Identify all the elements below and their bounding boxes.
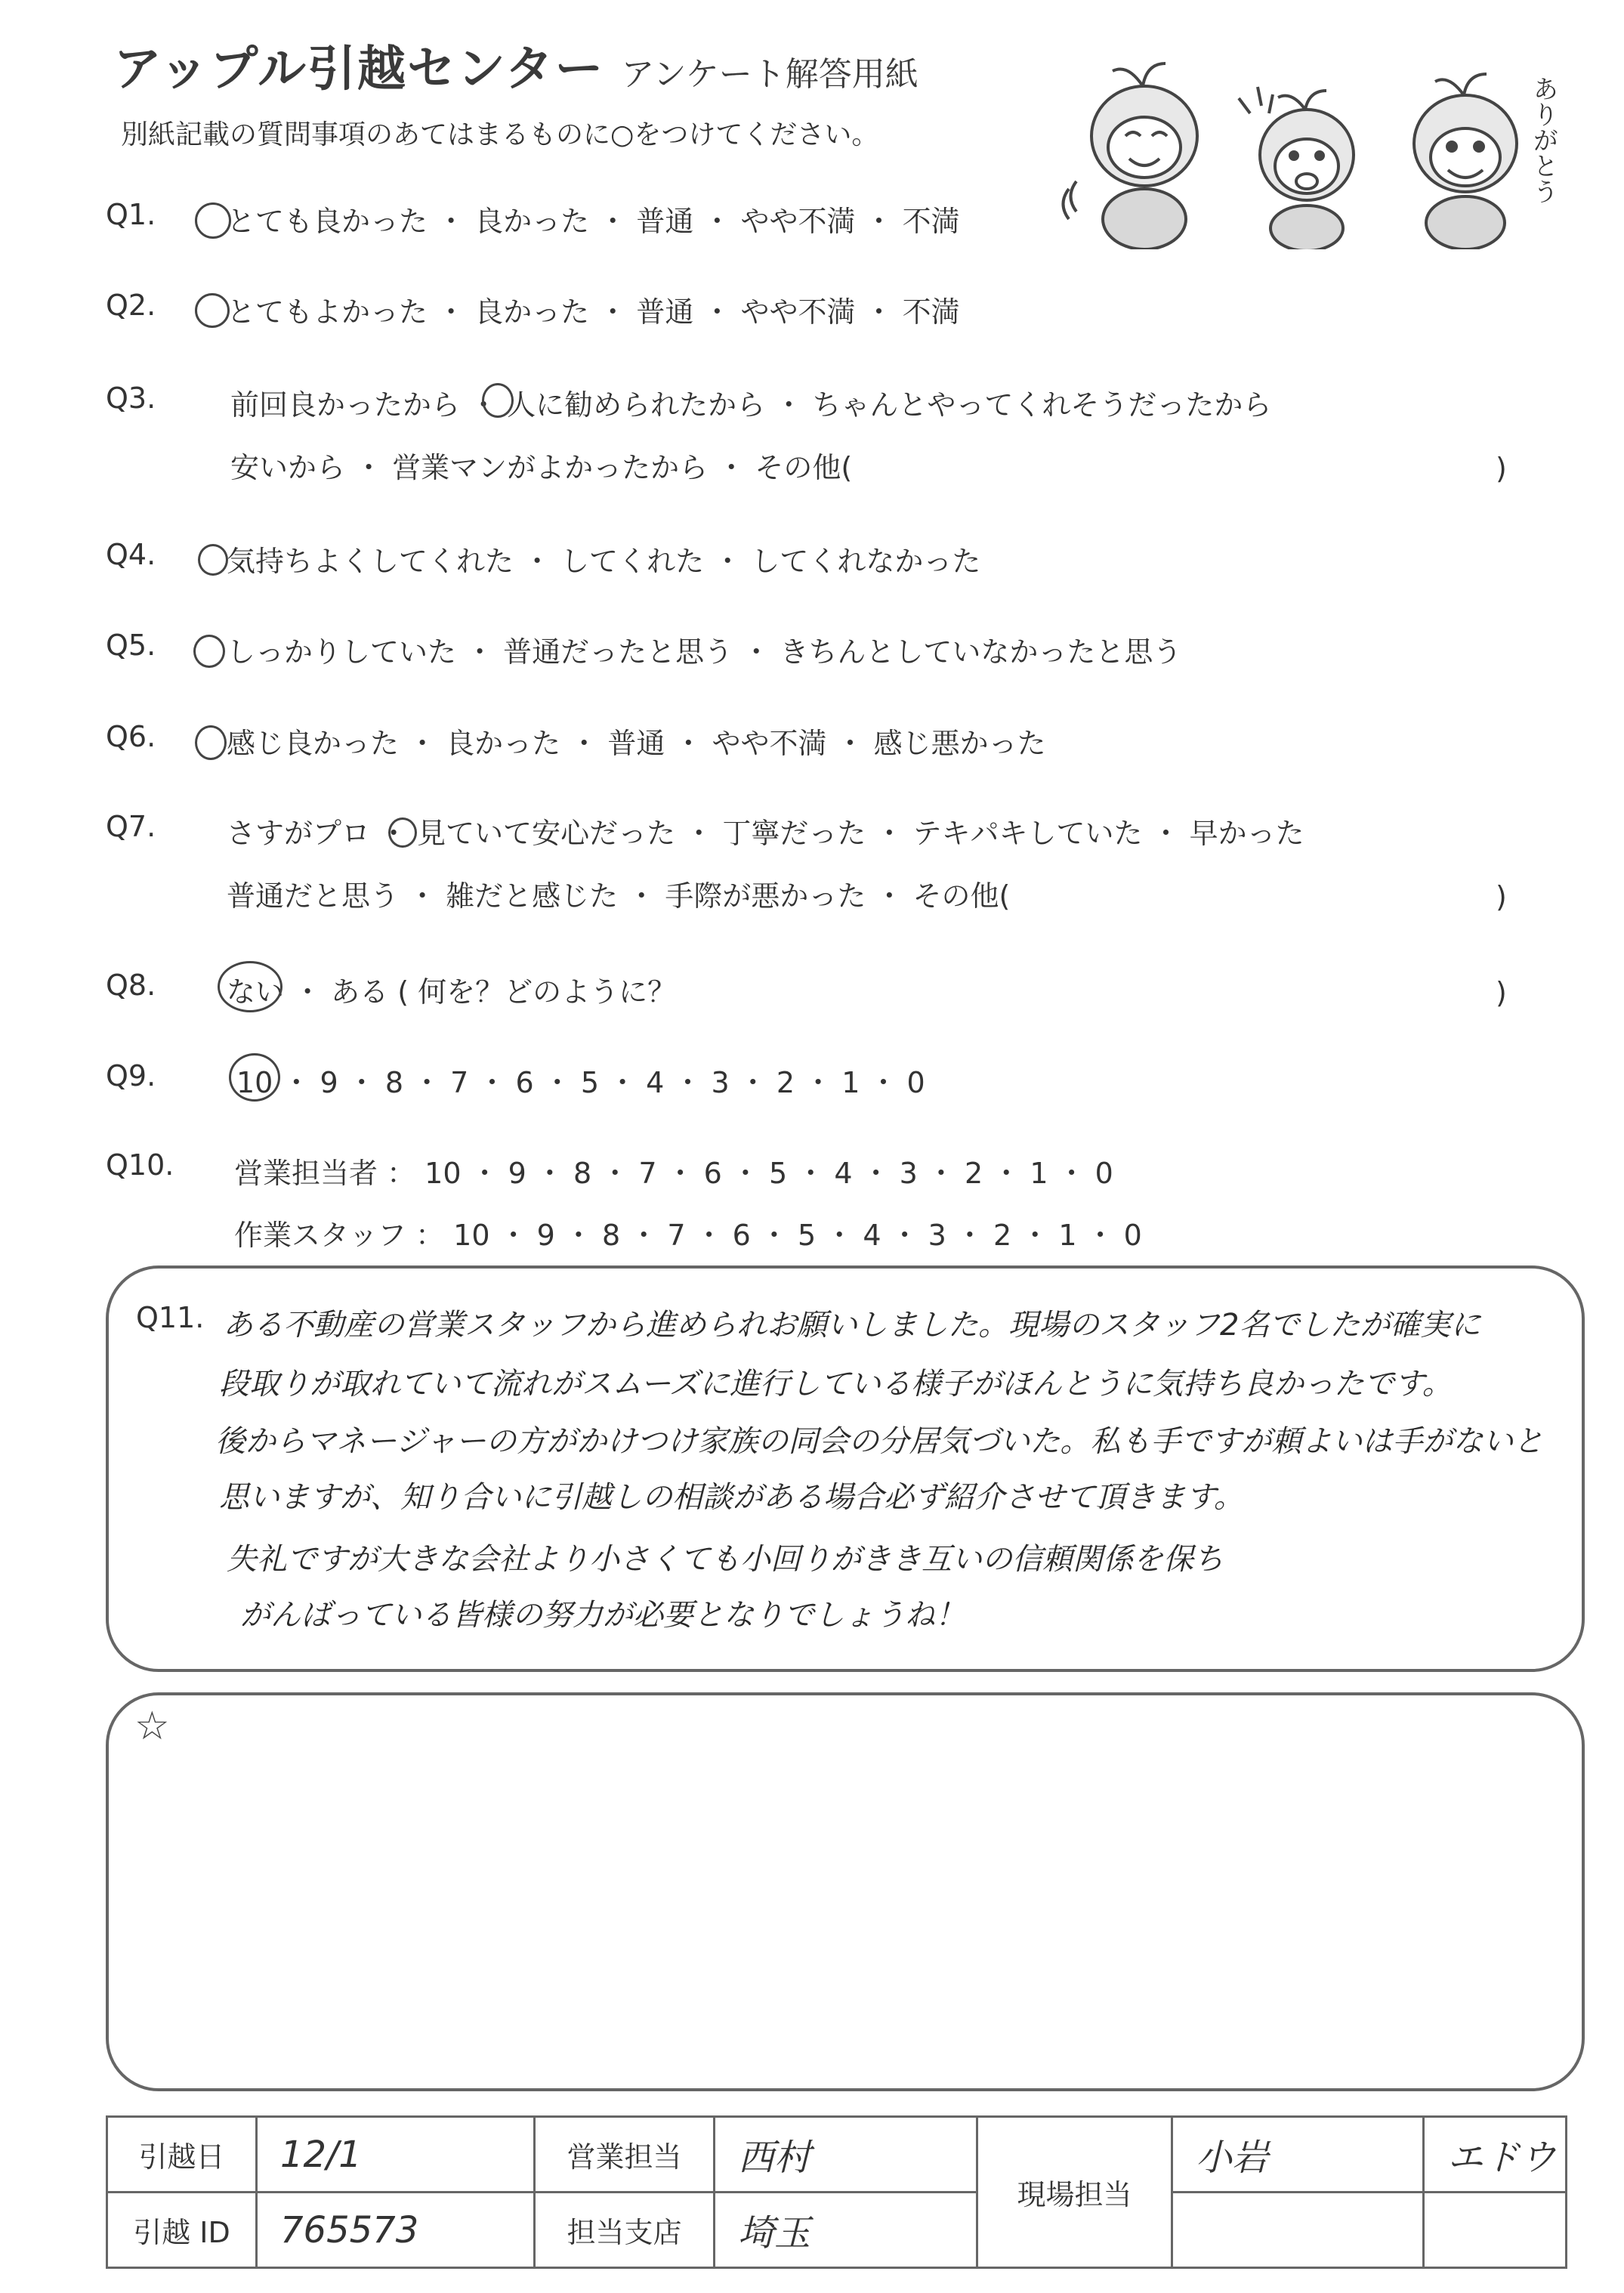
move-date-label: 引越日 bbox=[107, 2117, 257, 2193]
handwritten-comment-line: 段取りが取れていて流れがスムーズに進行している様子がほんとうに気持ち良かったです。 bbox=[219, 1367, 1453, 1401]
answer-circle-mark bbox=[195, 293, 230, 328]
handwritten-comment-line: 後からマネージャーの方がかけつけ家族の同会の分居気づいた。私も手ですが頼よいは手がないと bbox=[215, 1424, 1544, 1459]
staff-score-options: 作業スタッフ ： 10 ・ 9 ・ 8 ・ 7 ・ 6 ・ 5 ・ 4 ・ 3 ・ 2 ・ 1 ・ 0 bbox=[234, 1219, 1142, 1252]
question-options: 前回良かったから ・ 人に勧められたから ・ ちゃんとやってくれそうだったから bbox=[230, 388, 1272, 422]
move-date-value: 12/1 bbox=[257, 2117, 535, 2193]
question-options: とてもよかった ・ 良かった ・ 普通 ・ やや不満 ・ 不満 bbox=[227, 295, 960, 329]
question-number: Q3. bbox=[106, 382, 156, 415]
answer-circle-mark bbox=[229, 1053, 280, 1102]
question-options: とても良かった ・ 良かった ・ 普通 ・ やや不満 ・ 不満 bbox=[227, 205, 960, 238]
answer-circle-mark bbox=[388, 817, 417, 848]
question-number: Q4. bbox=[106, 538, 156, 571]
question-number: Q9. bbox=[106, 1059, 156, 1092]
question-number: Q8. bbox=[106, 969, 156, 1002]
mascot-illustration bbox=[1054, 45, 1582, 249]
mascot-icon bbox=[1064, 63, 1517, 249]
form-title: アンケート解答用紙 bbox=[621, 55, 919, 94]
answer-circle-mark bbox=[218, 961, 283, 1012]
sales-value: 西村 bbox=[715, 2117, 977, 2193]
close-paren: ) bbox=[1496, 452, 1507, 485]
answer-circle-mark bbox=[195, 725, 227, 760]
close-paren: ) bbox=[1496, 976, 1507, 1009]
site-staff-4 bbox=[1424, 2193, 1567, 2268]
question-options: しっかりしていた ・ 普通だったと思う ・ きちんとしていなかったと思う bbox=[227, 635, 1182, 669]
handwritten-comment-line: ある不動産の営業スタッフから進められお願いしました。現場のスタッフ2名でしたが確実に bbox=[223, 1308, 1481, 1343]
question-options-line2: 普通だと思う ・ 雑だと感じた ・ 手際が悪かった ・ その他( bbox=[227, 879, 1011, 913]
move-id-value: 765573 bbox=[257, 2193, 535, 2268]
instruction-text: 別紙記載の質問事項のあてはまるものに○をつけてください。 bbox=[121, 119, 879, 150]
close-paren: ) bbox=[1496, 880, 1507, 913]
question-options-line2: 安いから ・ 営業マンがよかったから ・ その他( bbox=[230, 451, 853, 484]
form-header bbox=[113, 30, 919, 100]
question-number: Q11. bbox=[136, 1301, 205, 1334]
question-options: 10 ・ 9 ・ 8 ・ 7 ・ 6 ・ 5 ・ 4 ・ 3 ・ 2 ・ 1 ・ 0 bbox=[236, 1066, 925, 1099]
answer-circle-mark bbox=[195, 202, 231, 239]
question-number: Q5. bbox=[106, 629, 156, 662]
answer-circle-mark bbox=[193, 635, 225, 668]
site-staff-3 bbox=[1172, 2193, 1424, 2268]
additional-comment-box bbox=[106, 1692, 1585, 2091]
handwritten-comment-line: がんばっている皆様の努力が必要となりでしょうね！ bbox=[240, 1598, 965, 1633]
handwritten-comment-line: 思いますが、知り合いに引越しの相談がある場合必ず紹介させて頂きます。 bbox=[219, 1480, 1244, 1515]
question-options: 感じ良かった ・ 良かった ・ 普通 ・ やや不満 ・ 感じ悪かった bbox=[227, 727, 1046, 760]
sales-label: 営業担当 bbox=[535, 2117, 715, 2193]
question-options: 気持ちよくしてくれた ・ してくれた ・ してくれなかった bbox=[227, 545, 981, 578]
question-number: Q7. bbox=[106, 810, 156, 843]
branch-value: 埼玉 bbox=[715, 2193, 977, 2268]
site-staff-label: 現場担当 bbox=[977, 2117, 1172, 2268]
sales-score-options: 営業担当者 ： 10 ・ 9 ・ 8 ・ 7 ・ 6 ・ 5 ・ 4 ・ 3 ・ 2 ・ 1 ・ 0 bbox=[234, 1157, 1113, 1190]
star-icon: ☆ bbox=[134, 1704, 170, 1749]
answer-circle-mark bbox=[198, 544, 228, 576]
handwritten-comment-line: 失礼ですが大きな会社より小さくても小回りがきき互いの信頼関係を保ち bbox=[227, 1542, 1224, 1577]
mascot-caption: ありがとう bbox=[1528, 76, 1558, 204]
question-number: Q10. bbox=[106, 1148, 174, 1182]
question-options: さすがプロ ・ 見ていて安心だった ・ 丁寧だった ・ テキパキしていた ・ 早かった bbox=[227, 817, 1304, 850]
branch-label: 担当支店 bbox=[535, 2193, 715, 2268]
company-name: アップル引越センター bbox=[113, 42, 605, 97]
question-number: Q6. bbox=[106, 720, 156, 753]
move-info-table bbox=[106, 2115, 1567, 2269]
question-number: Q1. bbox=[106, 198, 156, 231]
site-staff-2: エドウ bbox=[1424, 2117, 1567, 2193]
question-options: ない ・ ある ( 何を？どのように？ bbox=[227, 975, 677, 1009]
answer-circle-mark bbox=[482, 383, 514, 418]
site-staff-1: 小岩 bbox=[1172, 2117, 1424, 2193]
question-number: Q2. bbox=[106, 289, 156, 322]
move-id-label: 引越 ID bbox=[107, 2193, 257, 2268]
